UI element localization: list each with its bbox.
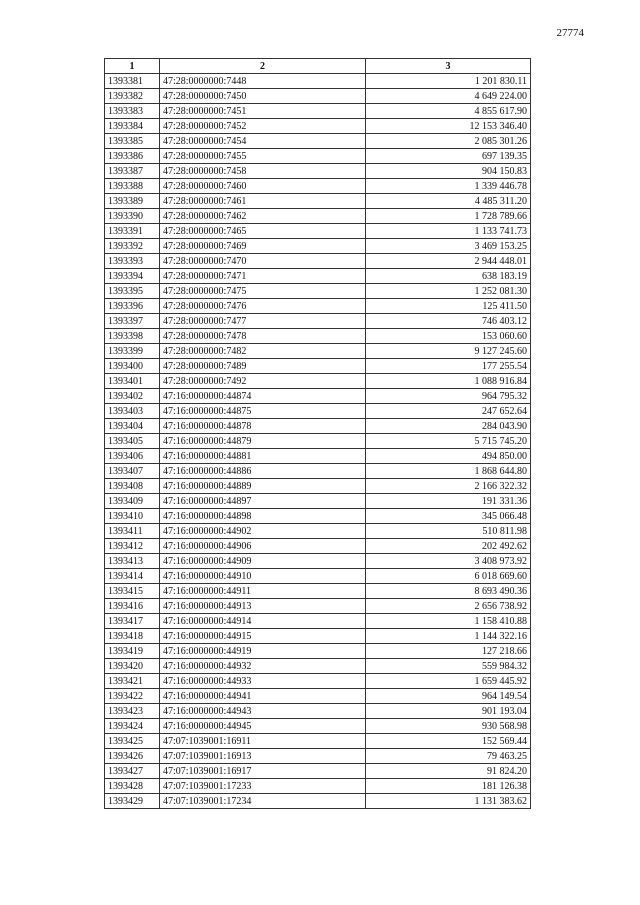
row-id-cell: 1393410 [105, 509, 160, 524]
table-row [105, 719, 531, 734]
value-cell: 191 331.36 [366, 494, 531, 509]
cadastral-number-cell: 47:28:0000000:7476 [160, 299, 366, 314]
table-row [105, 389, 531, 404]
value-cell: 12 153 346.40 [366, 119, 531, 134]
row-id-cell: 1393415 [105, 584, 160, 599]
table-row [105, 584, 531, 599]
row-id-cell: 1393412 [105, 539, 160, 554]
value-cell: 2 944 448.01 [366, 254, 531, 269]
cadastral-number-cell: 47:28:0000000:7478 [160, 329, 366, 344]
value-cell: 901 193.04 [366, 704, 531, 719]
table-row [105, 749, 531, 764]
value-cell: 79 463.25 [366, 749, 531, 764]
cadastral-number-cell: 47:16:0000000:44886 [160, 464, 366, 479]
table-row [105, 554, 531, 569]
value-cell: 1 339 446.78 [366, 179, 531, 194]
cadastral-number-cell: 47:16:0000000:44941 [160, 689, 366, 704]
table-row [105, 269, 531, 284]
value-cell: 1 144 322.16 [366, 629, 531, 644]
table-row [105, 509, 531, 524]
row-id-cell: 1393407 [105, 464, 160, 479]
table-row [105, 779, 531, 794]
row-id-cell: 1393390 [105, 209, 160, 224]
table-row [105, 794, 531, 809]
row-id-cell: 1393417 [105, 614, 160, 629]
table-row [105, 314, 531, 329]
cadastral-number-cell: 47:16:0000000:44945 [160, 719, 366, 734]
row-id-cell: 1393420 [105, 659, 160, 674]
table-row [105, 119, 531, 134]
row-id-cell: 1393400 [105, 359, 160, 374]
value-cell: 284 043.90 [366, 419, 531, 434]
table-row [105, 524, 531, 539]
row-id-cell: 1393424 [105, 719, 160, 734]
value-cell: 2 166 322.32 [366, 479, 531, 494]
cadastral-number-cell: 47:16:0000000:44906 [160, 539, 366, 554]
cadastral-number-cell: 47:16:0000000:44879 [160, 434, 366, 449]
value-cell: 5 715 745.20 [366, 434, 531, 449]
row-id-cell: 1393427 [105, 764, 160, 779]
cadastral-number-cell: 47:28:0000000:7455 [160, 149, 366, 164]
table-row [105, 299, 531, 314]
value-cell: 202 492.62 [366, 539, 531, 554]
row-id-cell: 1393394 [105, 269, 160, 284]
value-cell: 559 984.32 [366, 659, 531, 674]
row-id-cell: 1393414 [105, 569, 160, 584]
cadastral-number-cell: 47:28:0000000:7482 [160, 344, 366, 359]
value-cell: 8 693 490.36 [366, 584, 531, 599]
row-id-cell: 1393423 [105, 704, 160, 719]
table-row [105, 104, 531, 119]
table-row [105, 254, 531, 269]
table-row [105, 659, 531, 674]
value-cell: 697 139.35 [366, 149, 531, 164]
table-row [105, 419, 531, 434]
cadastral-number-cell: 47:16:0000000:44902 [160, 524, 366, 539]
value-cell: 345 066.48 [366, 509, 531, 524]
table-row [105, 239, 531, 254]
cadastral-number-cell: 47:16:0000000:44878 [160, 419, 366, 434]
row-id-cell: 1393389 [105, 194, 160, 209]
value-cell: 4 855 617.90 [366, 104, 531, 119]
cadastral-number-cell: 47:16:0000000:44881 [160, 449, 366, 464]
column-header-2: 2 [160, 59, 366, 74]
row-id-cell: 1393396 [105, 299, 160, 314]
cadastral-number-cell: 47:16:0000000:44889 [160, 479, 366, 494]
table-row [105, 644, 531, 659]
row-id-cell: 1393382 [105, 89, 160, 104]
value-cell: 1 088 916.84 [366, 374, 531, 389]
value-cell: 153 060.60 [366, 329, 531, 344]
row-id-cell: 1393418 [105, 629, 160, 644]
cadastral-number-cell: 47:07:1039001:17233 [160, 779, 366, 794]
cadastral-number-cell: 47:28:0000000:7471 [160, 269, 366, 284]
value-cell: 1 201 830.11 [366, 74, 531, 89]
table-row [105, 374, 531, 389]
table-row [105, 194, 531, 209]
cadastral-number-cell: 47:28:0000000:7461 [160, 194, 366, 209]
row-id-cell: 1393425 [105, 734, 160, 749]
value-cell: 3 408 973.92 [366, 554, 531, 569]
row-id-cell: 1393393 [105, 254, 160, 269]
value-cell: 1 868 644.80 [366, 464, 531, 479]
row-id-cell: 1393386 [105, 149, 160, 164]
row-id-cell: 1393387 [105, 164, 160, 179]
table-row [105, 284, 531, 299]
row-id-cell: 1393383 [105, 104, 160, 119]
cadastral-number-cell: 47:28:0000000:7470 [160, 254, 366, 269]
row-id-cell: 1393395 [105, 284, 160, 299]
value-cell: 904 150.83 [366, 164, 531, 179]
cadastral-number-cell: 47:28:0000000:7469 [160, 239, 366, 254]
table-row [105, 629, 531, 644]
table-header-row [105, 59, 531, 74]
value-cell: 247 652.64 [366, 404, 531, 419]
column-header-1: 1 [105, 59, 160, 74]
cadastral-number-cell: 47:28:0000000:7452 [160, 119, 366, 134]
cadastral-number-cell: 47:28:0000000:7492 [160, 374, 366, 389]
value-cell: 2 656 738.92 [366, 599, 531, 614]
value-cell: 1 158 410.88 [366, 614, 531, 629]
value-cell: 1 252 081.30 [366, 284, 531, 299]
cadastral-number-cell: 47:16:0000000:44915 [160, 629, 366, 644]
value-cell: 3 469 153.25 [366, 239, 531, 254]
cadastral-number-cell: 47:28:0000000:7448 [160, 74, 366, 89]
table-row [105, 449, 531, 464]
value-cell: 177 255.54 [366, 359, 531, 374]
row-id-cell: 1393388 [105, 179, 160, 194]
cadastral-number-cell: 47:16:0000000:44943 [160, 704, 366, 719]
row-id-cell: 1393411 [105, 524, 160, 539]
row-id-cell: 1393406 [105, 449, 160, 464]
row-id-cell: 1393408 [105, 479, 160, 494]
table-row [105, 344, 531, 359]
row-id-cell: 1393401 [105, 374, 160, 389]
value-cell: 964 149.54 [366, 689, 531, 704]
row-id-cell: 1393385 [105, 134, 160, 149]
table-row [105, 179, 531, 194]
cadastral-number-cell: 47:16:0000000:44919 [160, 644, 366, 659]
value-cell: 1 133 741.73 [366, 224, 531, 239]
table-row [105, 149, 531, 164]
cadastral-number-cell: 47:07:1039001:16917 [160, 764, 366, 779]
table-row [105, 734, 531, 749]
value-cell: 127 218.66 [366, 644, 531, 659]
cadastral-number-cell: 47:16:0000000:44914 [160, 614, 366, 629]
cadastral-number-cell: 47:28:0000000:7465 [160, 224, 366, 239]
row-id-cell: 1393391 [105, 224, 160, 239]
table-row [105, 134, 531, 149]
cadastral-number-cell: 47:07:1039001:16911 [160, 734, 366, 749]
value-cell: 1 659 445.92 [366, 674, 531, 689]
table-row [105, 539, 531, 554]
value-cell: 930 568.98 [366, 719, 531, 734]
cadastral-number-cell: 47:16:0000000:44898 [160, 509, 366, 524]
value-cell: 2 085 301.26 [366, 134, 531, 149]
value-cell: 1 728 789.66 [366, 209, 531, 224]
table-row [105, 494, 531, 509]
row-id-cell: 1393381 [105, 74, 160, 89]
row-id-cell: 1393402 [105, 389, 160, 404]
table-row [105, 404, 531, 419]
cadastral-number-cell: 47:16:0000000:44897 [160, 494, 366, 509]
column-header-3: 3 [366, 59, 531, 74]
row-id-cell: 1393399 [105, 344, 160, 359]
table-row [105, 89, 531, 104]
row-id-cell: 1393413 [105, 554, 160, 569]
cadastral-number-cell: 47:28:0000000:7450 [160, 89, 366, 104]
cadastral-number-cell: 47:16:0000000:44932 [160, 659, 366, 674]
table-row [105, 674, 531, 689]
table-row [105, 599, 531, 614]
cadastral-number-cell: 47:28:0000000:7462 [160, 209, 366, 224]
cadastral-number-cell: 47:28:0000000:7451 [160, 104, 366, 119]
table-row [105, 704, 531, 719]
cadastral-number-cell: 47:28:0000000:7454 [160, 134, 366, 149]
row-id-cell: 1393421 [105, 674, 160, 689]
value-cell: 4 649 224.00 [366, 89, 531, 104]
value-cell: 638 183.19 [366, 269, 531, 284]
value-cell: 9 127 245.60 [366, 344, 531, 359]
row-id-cell: 1393397 [105, 314, 160, 329]
cadastral-number-cell: 47:07:1039001:17234 [160, 794, 366, 809]
cadastral-number-cell: 47:28:0000000:7477 [160, 314, 366, 329]
row-id-cell: 1393384 [105, 119, 160, 134]
value-cell: 510 811.98 [366, 524, 531, 539]
value-cell: 91 824.20 [366, 764, 531, 779]
cadastral-number-cell: 47:16:0000000:44874 [160, 389, 366, 404]
cadastral-number-cell: 47:16:0000000:44911 [160, 584, 366, 599]
value-cell: 964 795.32 [366, 389, 531, 404]
data-table [104, 58, 531, 809]
row-id-cell: 1393428 [105, 779, 160, 794]
table-row [105, 614, 531, 629]
value-cell: 4 485 311.20 [366, 194, 531, 209]
row-id-cell: 1393398 [105, 329, 160, 344]
row-id-cell: 1393419 [105, 644, 160, 659]
table-row [105, 479, 531, 494]
cadastral-number-cell: 47:16:0000000:44909 [160, 554, 366, 569]
page-number: 27774 [556, 27, 584, 39]
value-cell: 6 018 669.60 [366, 569, 531, 584]
table-row [105, 329, 531, 344]
value-cell: 494 850.00 [366, 449, 531, 464]
table-row [105, 164, 531, 179]
row-id-cell: 1393405 [105, 434, 160, 449]
value-cell: 746 403.12 [366, 314, 531, 329]
cadastral-number-cell: 47:28:0000000:7460 [160, 179, 366, 194]
value-cell: 181 126.38 [366, 779, 531, 794]
table-row [105, 434, 531, 449]
row-id-cell: 1393429 [105, 794, 160, 809]
cadastral-number-cell: 47:16:0000000:44933 [160, 674, 366, 689]
row-id-cell: 1393426 [105, 749, 160, 764]
cadastral-number-cell: 47:28:0000000:7458 [160, 164, 366, 179]
cadastral-number-cell: 47:16:0000000:44875 [160, 404, 366, 419]
cadastral-number-cell: 47:16:0000000:44910 [160, 569, 366, 584]
row-id-cell: 1393404 [105, 419, 160, 434]
row-id-cell: 1393403 [105, 404, 160, 419]
table-row [105, 209, 531, 224]
value-cell: 152 569.44 [366, 734, 531, 749]
table-row [105, 74, 531, 89]
cadastral-number-cell: 47:28:0000000:7475 [160, 284, 366, 299]
value-cell: 125 411.50 [366, 299, 531, 314]
table-row [105, 224, 531, 239]
table-row [105, 569, 531, 584]
row-id-cell: 1393409 [105, 494, 160, 509]
cadastral-number-cell: 47:28:0000000:7489 [160, 359, 366, 374]
table-row [105, 764, 531, 779]
cadastral-number-cell: 47:16:0000000:44913 [160, 599, 366, 614]
value-cell: 1 131 383.62 [366, 794, 531, 809]
row-id-cell: 1393422 [105, 689, 160, 704]
table-row [105, 464, 531, 479]
table-body [105, 74, 531, 809]
table-row [105, 359, 531, 374]
row-id-cell: 1393392 [105, 239, 160, 254]
table-row [105, 689, 531, 704]
cadastral-number-cell: 47:07:1039001:16913 [160, 749, 366, 764]
row-id-cell: 1393416 [105, 599, 160, 614]
